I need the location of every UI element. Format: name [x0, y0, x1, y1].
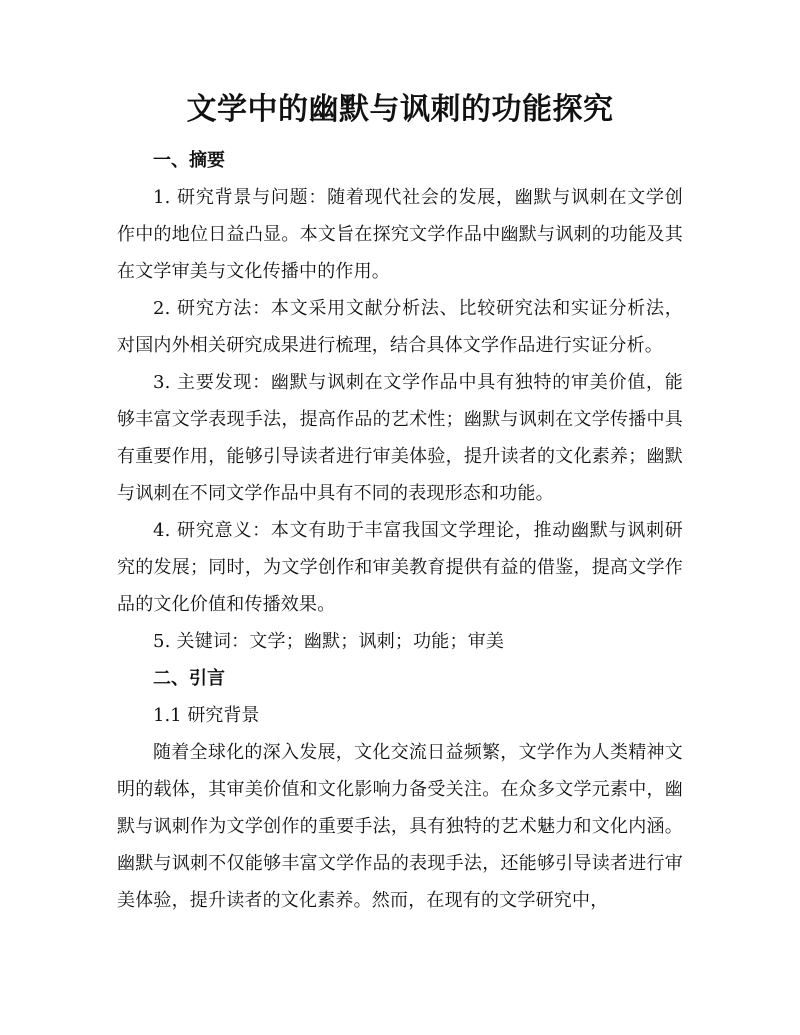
- abstract-paragraph-significance: 4. 研究意义：本文有助于丰富我国文学理论，推动幽默与讽刺研究的发展；同时，为文学创作和审美教育提供有益的借鉴，提高文学作品的文化价值和传播效果。: [117, 520, 683, 615]
- document-title: 文学中的幽默与讽刺的功能探究: [186, 92, 614, 127]
- subsection-heading-background: 1.1 研究背景: [153, 705, 260, 726]
- section-heading-introduction: 二、引言: [153, 668, 225, 689]
- abstract-paragraph-keywords: 5. 关键词：文学；幽默；讽刺；功能；审美: [153, 631, 505, 652]
- abstract-paragraph-background: 1. 研究背景与问题：随着现代社会的发展，幽默与讽刺在文学创作中的地位日益凸显。本文旨在探究文学作品中幽默与讽刺的功能及其在文学审美与文化传播中的作用。: [117, 187, 683, 282]
- document-page: [117, 88, 683, 919]
- introduction-paragraph: 随着全球化的深入发展，文化交流日益频繁，文学作为人类精神文明的载体，其审美价值和文化影响力备受关注。在众多文学元素中，幽默与讽刺作为文学创作的重要手法，具有独特的艺术魅力和文化内涵。幽默与讽刺不仅能够丰富文学作品的表现手法，还能够引导读者进行审美体验，提升读者的文化素养。然而，在现有的文学研究中，: [117, 742, 683, 911]
- abstract-paragraph-methods: 2. 研究方法：本文采用文献分析法、比较研究法和实证分析法，对国内外相关研究成果进行梳理，结合具体文学作品进行实证分析。: [117, 298, 683, 356]
- abstract-paragraph-findings: 3. 主要发现：幽默与讽刺在文学作品中具有独特的审美价值，能够丰富文学表现手法，提高作品的艺术性；幽默与讽刺在文学传播中具有重要作用，能够引导读者进行审美体验，提升读者的文化素养；幽默与讽刺在不同文学作品中具有不同的表现形态和功能。: [117, 372, 683, 504]
- section-heading-abstract: 一、摘要: [153, 150, 225, 171]
